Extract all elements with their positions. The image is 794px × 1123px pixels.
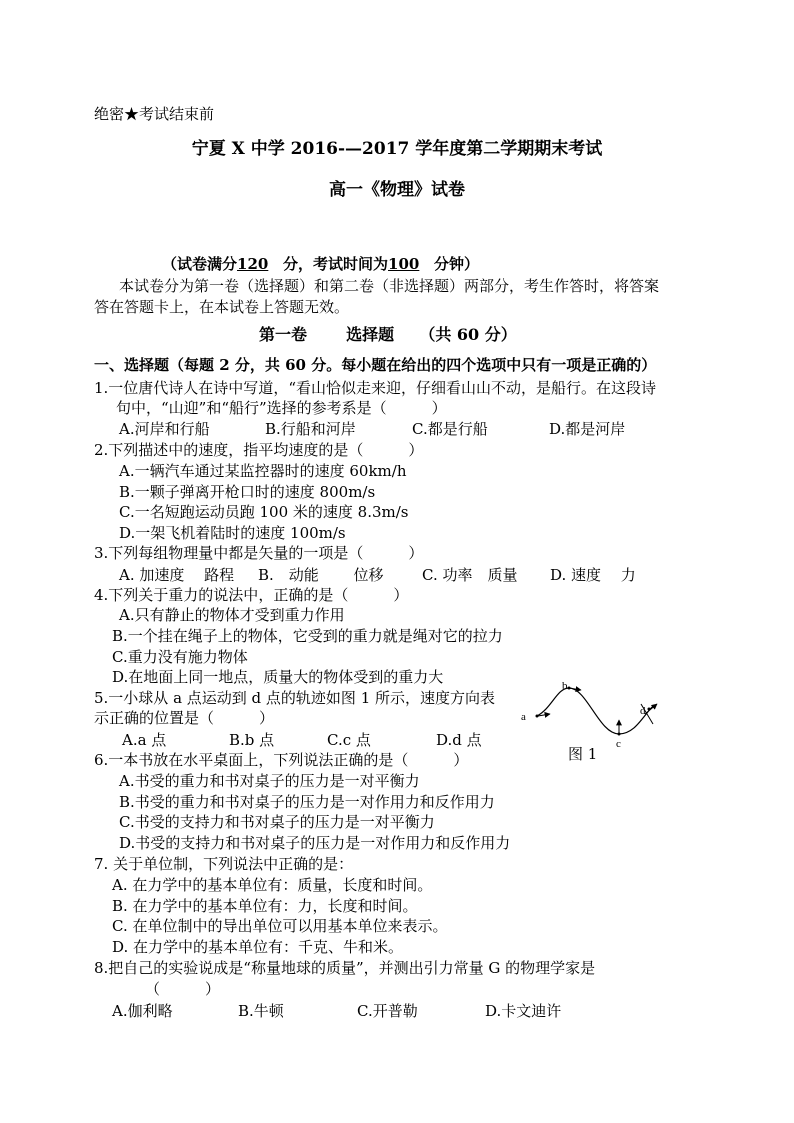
q8-option-b: B.牛顿 — [238, 1002, 284, 1020]
q8-option-c: C.开普勒 — [357, 1002, 418, 1020]
q3-option-d: D. 速度 力 — [550, 566, 636, 584]
point-label-b: b — [562, 680, 568, 692]
exam-title: 宁夏 X 中学 2016-—2017 学年度第二学期期末考试 — [191, 139, 603, 159]
point-label-c: c — [616, 738, 621, 750]
q1-stem-line-2: 句中，“山迎”和“船行”选择的参考系是（ ） — [116, 399, 447, 417]
q4-stem: 4.下列关于重力的说法中，正确的是（ ） — [94, 586, 409, 604]
figure-caption: 图 1 — [568, 745, 598, 763]
q1-option-a: A.河岸和行船 — [119, 420, 210, 438]
q5-option-c: C.c 点 — [327, 731, 371, 749]
exam-time: 100 — [388, 255, 420, 273]
q5-stem-line-1: 5.一小球从 a 点运动到 d 点的轨迹如图 1 所示，速度方向表 — [94, 689, 496, 707]
q8-option-d: D.卡文迪许 — [485, 1002, 562, 1020]
point-label-d: d — [640, 705, 646, 717]
q7-option-b: B. 在力学中的基本单位有：力，长度和时间。 — [112, 897, 418, 915]
q7-option-a: A. 在力学中的基本单位有：质量，长度和时间。 — [112, 876, 433, 894]
q3-stem: 3.下列每组物理量中都是矢量的一项是（ ） — [94, 544, 424, 562]
confidential-mark: 绝密★考试结束前 — [94, 105, 215, 123]
q7-stem: 7. 关于单位制，下列说法中正确的是： — [94, 855, 354, 873]
velocity-arrow-d — [645, 704, 657, 714]
intro-line-1: 本试卷分为第一卷（选择题）和第二卷（非选择题）两部分，考生作答时，将答案 — [119, 277, 660, 295]
point-label-a: a — [521, 711, 526, 723]
full-score: 120 — [237, 255, 269, 273]
exam-subtitle: 高一《物理》试卷 — [329, 180, 465, 200]
score-prefix: （试卷满分 — [162, 255, 238, 273]
q6-stem: 6.一本书放在水平桌面上，下列说法正确的是（ ） — [94, 751, 469, 769]
section-name: 选择题 — [346, 325, 395, 344]
q1-option-d: D.都是河岸 — [549, 420, 626, 438]
score-line — [162, 254, 479, 274]
q2-option-c: C.一名短跑运动员跑 100 米的速度 8.3m/s — [119, 503, 409, 521]
q5-option-a: A.a 点 — [122, 731, 167, 749]
q2-option-a: A.一辆汽车通过某监控器时的速度 60km/h — [119, 462, 407, 480]
q3-option-b: B. 动能 位移 — [258, 566, 384, 584]
q8-stem-line-2: （ ） — [145, 980, 221, 998]
intro-line-2: 答在答题卡上，在本试卷上答题无效。 — [94, 298, 350, 316]
q1-option-c: C.都是行船 — [412, 420, 488, 438]
q4-option-b: B.一个挂在绳子上的物体，它受到的重力就是绳对它的拉力 — [112, 627, 503, 645]
q7-option-d: D. 在力学中的基本单位有：千克、牛和米。 — [112, 938, 404, 956]
q8-stem-line-1: 8.把自己的实验说成是“称量地球的质量”，并测出引力常量 G 的物理学家是 — [94, 959, 596, 977]
q6-option-d: D.书受的支持力和书对桌子的压力是一对作用力和反作用力 — [119, 834, 511, 852]
q5-option-b: B.b 点 — [229, 731, 275, 749]
trajectory-curve — [537, 688, 653, 734]
q6-option-c: C.书受的支持力和书对桌子的压力是一对平衡力 — [119, 813, 435, 831]
q3-option-c: C. 功率 质量 — [422, 566, 518, 584]
section-part: 第一卷 — [259, 325, 308, 344]
q4-option-c: C.重力没有施力物体 — [112, 648, 248, 666]
q5-option-d: D.d 点 — [436, 731, 482, 749]
section-heading — [259, 325, 517, 345]
q3-option-a: A. 加速度 路程 — [119, 566, 235, 584]
q2-option-b: B.一颗子弹离开枪口时的速度 800m/s — [119, 483, 376, 501]
section-points: （共 60 分） — [419, 325, 517, 344]
q1-option-b: B.行船和河岸 — [265, 420, 356, 438]
q4-option-d: D.在地面上同一地点，质量大的物体受到的重力大 — [112, 668, 444, 686]
q6-option-a: A.书受的重力和书对桌子的压力是一对平衡力 — [119, 772, 420, 790]
instruction: 一、选择题（每题 2 分，共 60 分。每小题在给出的四个选项中只有一项是正确的） — [94, 356, 657, 374]
q4-option-a: A.只有静止的物体才受到重力作用 — [119, 606, 345, 624]
score-middle: 分，考试时间为 — [283, 255, 389, 273]
q6-option-b: B.书受的重力和书对桌子的压力是一对作用力和反作用力 — [119, 793, 495, 811]
q8-option-a: A.伽利略 — [112, 1002, 173, 1020]
q1-stem-line-1: 1.一位唐代诗人在诗中写道，“看山恰似走来迎，仔细看山山不动，是船行。在这段诗 — [94, 379, 656, 397]
q2-stem: 2.下列描述中的速度，指平均速度的是（ ） — [94, 441, 424, 459]
q5-stem-line-2: 示正确的位置是（ ） — [94, 709, 275, 727]
score-suffix: 分钟） — [434, 255, 480, 273]
q7-option-c: C. 在单位制中的导出单位可以用基本单位来表示。 — [112, 917, 448, 935]
q2-option-d: D.一架飞机着陆时的速度 100m/s — [119, 524, 346, 542]
